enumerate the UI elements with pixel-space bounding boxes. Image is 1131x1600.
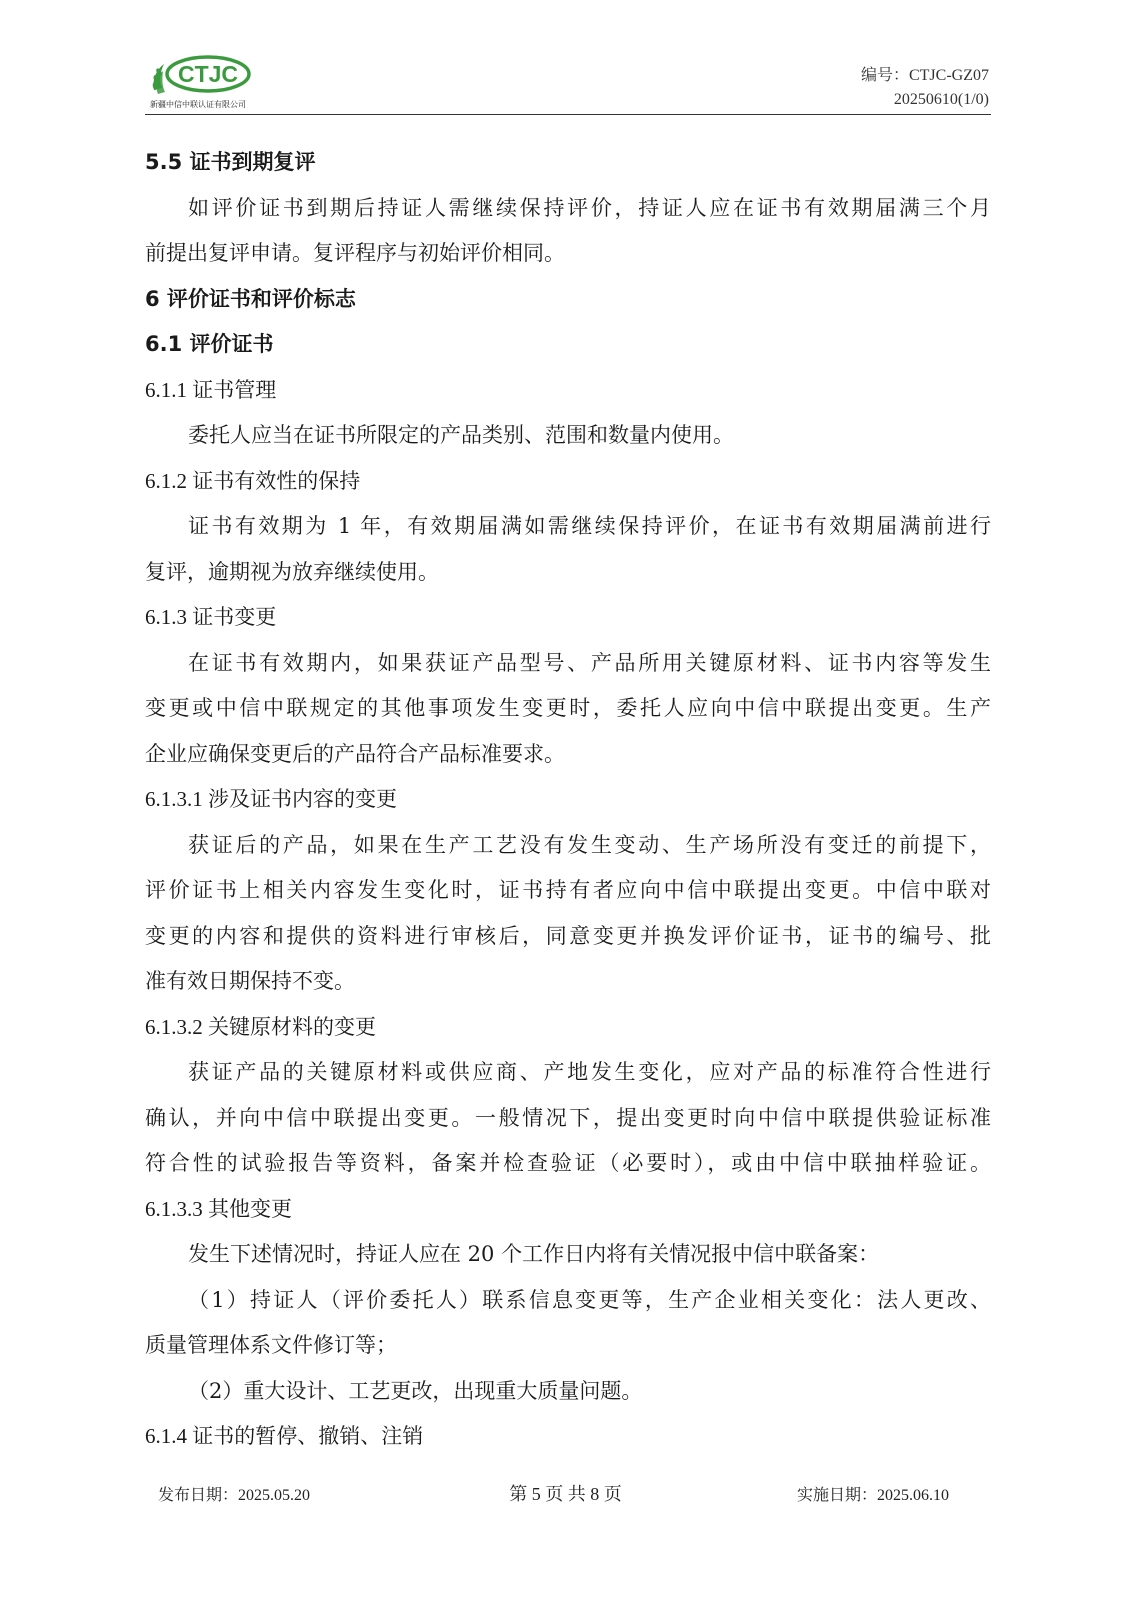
document-body (145, 140, 991, 1460)
header-divider (145, 114, 991, 115)
subsection-heading: 6.1.3.3 其他变更 (145, 1196, 292, 1221)
subsection-heading: 6.1.4 证书的暂停、撤销、注销 (145, 1424, 424, 1448)
publish-date: 发布日期：2025.05.20 (158, 1487, 311, 1504)
section-heading: 6.1 评价证书 (145, 332, 274, 356)
logo-text: CTJC (177, 61, 239, 87)
paragraph-line: 前提出复评申请。复评程序与初始评价相同。 (145, 241, 565, 265)
subsection-heading: 6.1.1 证书管理 (145, 377, 277, 402)
subsection-heading: 6.1.3.2 关键原材料的变更 (145, 1014, 376, 1039)
paragraph-line: 准有效日期保持不变。 (145, 969, 355, 993)
paragraph-line: 变更或中信中联规定的其他事项发生变更时，委托人应向中信中联提出变更。生产 (145, 696, 991, 720)
paragraph-line: 确认，并向中信中联提出变更。一般情况下，提出变更时向中信中联提供验证标准 (145, 1105, 991, 1130)
paragraph-line: 在证书有效期内，如果获证产品型号、产品所用关键原材料、证书内容等发生 (188, 650, 991, 675)
doc-version: 20250610(1/0) (893, 91, 989, 108)
paragraph-line: 评价证书上相关内容发生变化时，证书持有者应向中信中联提出变更。中信中联对 (145, 878, 991, 902)
paragraph-line: 获证后的产品，如果在生产工艺没有发生变动、生产场所没有变迁的前提下， (188, 832, 991, 857)
doc-number: 编号：CTJC-GZ07 (860, 67, 989, 84)
paragraph-line: 质量管理体系文件修订等； (145, 1333, 397, 1357)
subsection-heading: 6.1.3.1 涉及证书内容的变更 (145, 787, 397, 811)
paragraph-line: 获证产品的关键原材料或供应商、产地发生变化，应对产品的标准符合性进行 (188, 1060, 991, 1084)
page-number: 第 5 页 共 8 页 (509, 1484, 622, 1504)
company-name: 新疆中信中联认证有限公司 (150, 100, 246, 109)
paragraph-line: 变更的内容和提供的资料进行审核后，同意变更并换发评价证书，证书的编号、批 (145, 923, 991, 948)
paragraph-line: 如评价证书到期后持证人需继续保持评价，持证人应在证书有效期届满三个月 (188, 195, 991, 220)
paragraph-line: 复评，逾期视为放弃继续使用。 (145, 559, 439, 584)
section-heading: 6 评价证书和评价标志 (145, 286, 356, 311)
paragraph-line: 发生下述情况时，持证人应在 20 个工作日内将有关情况报中信中联备案： (188, 1242, 880, 1266)
doc-meta (861, 64, 989, 112)
paragraph-line: （2）重大设计、工艺更改，出现重大质量问题。 (188, 1378, 643, 1403)
paragraph-line: 证书有效期为 1 年，有效期届满如需继续保持评价，在证书有效期届满前进行 (188, 514, 991, 538)
subsection-heading: 6.1.2 证书有效性的保持 (145, 468, 361, 493)
paragraph-line: 符合性的试验报告等资料，备案并检查验证（必要时），或由中信中联抽样验证。 (145, 1151, 991, 1175)
section-heading: 5.5 证书到期复评 (145, 150, 316, 174)
subsection-heading: 6.1.3 证书变更 (145, 605, 277, 629)
wheat-icon (152, 64, 165, 94)
effective-date: 实施日期：2025.06.10 (796, 1487, 949, 1504)
paragraph-line: 企业应确保变更后的产品符合产品标准要求。 (145, 741, 565, 766)
paragraph-line: （1）持证人（评价委托人）联系信息变更等，生产企业相关变化：法人更改、 (188, 1287, 991, 1312)
paragraph-line: 委托人应当在证书所限定的产品类别、范围和数量内使用。 (188, 423, 734, 447)
